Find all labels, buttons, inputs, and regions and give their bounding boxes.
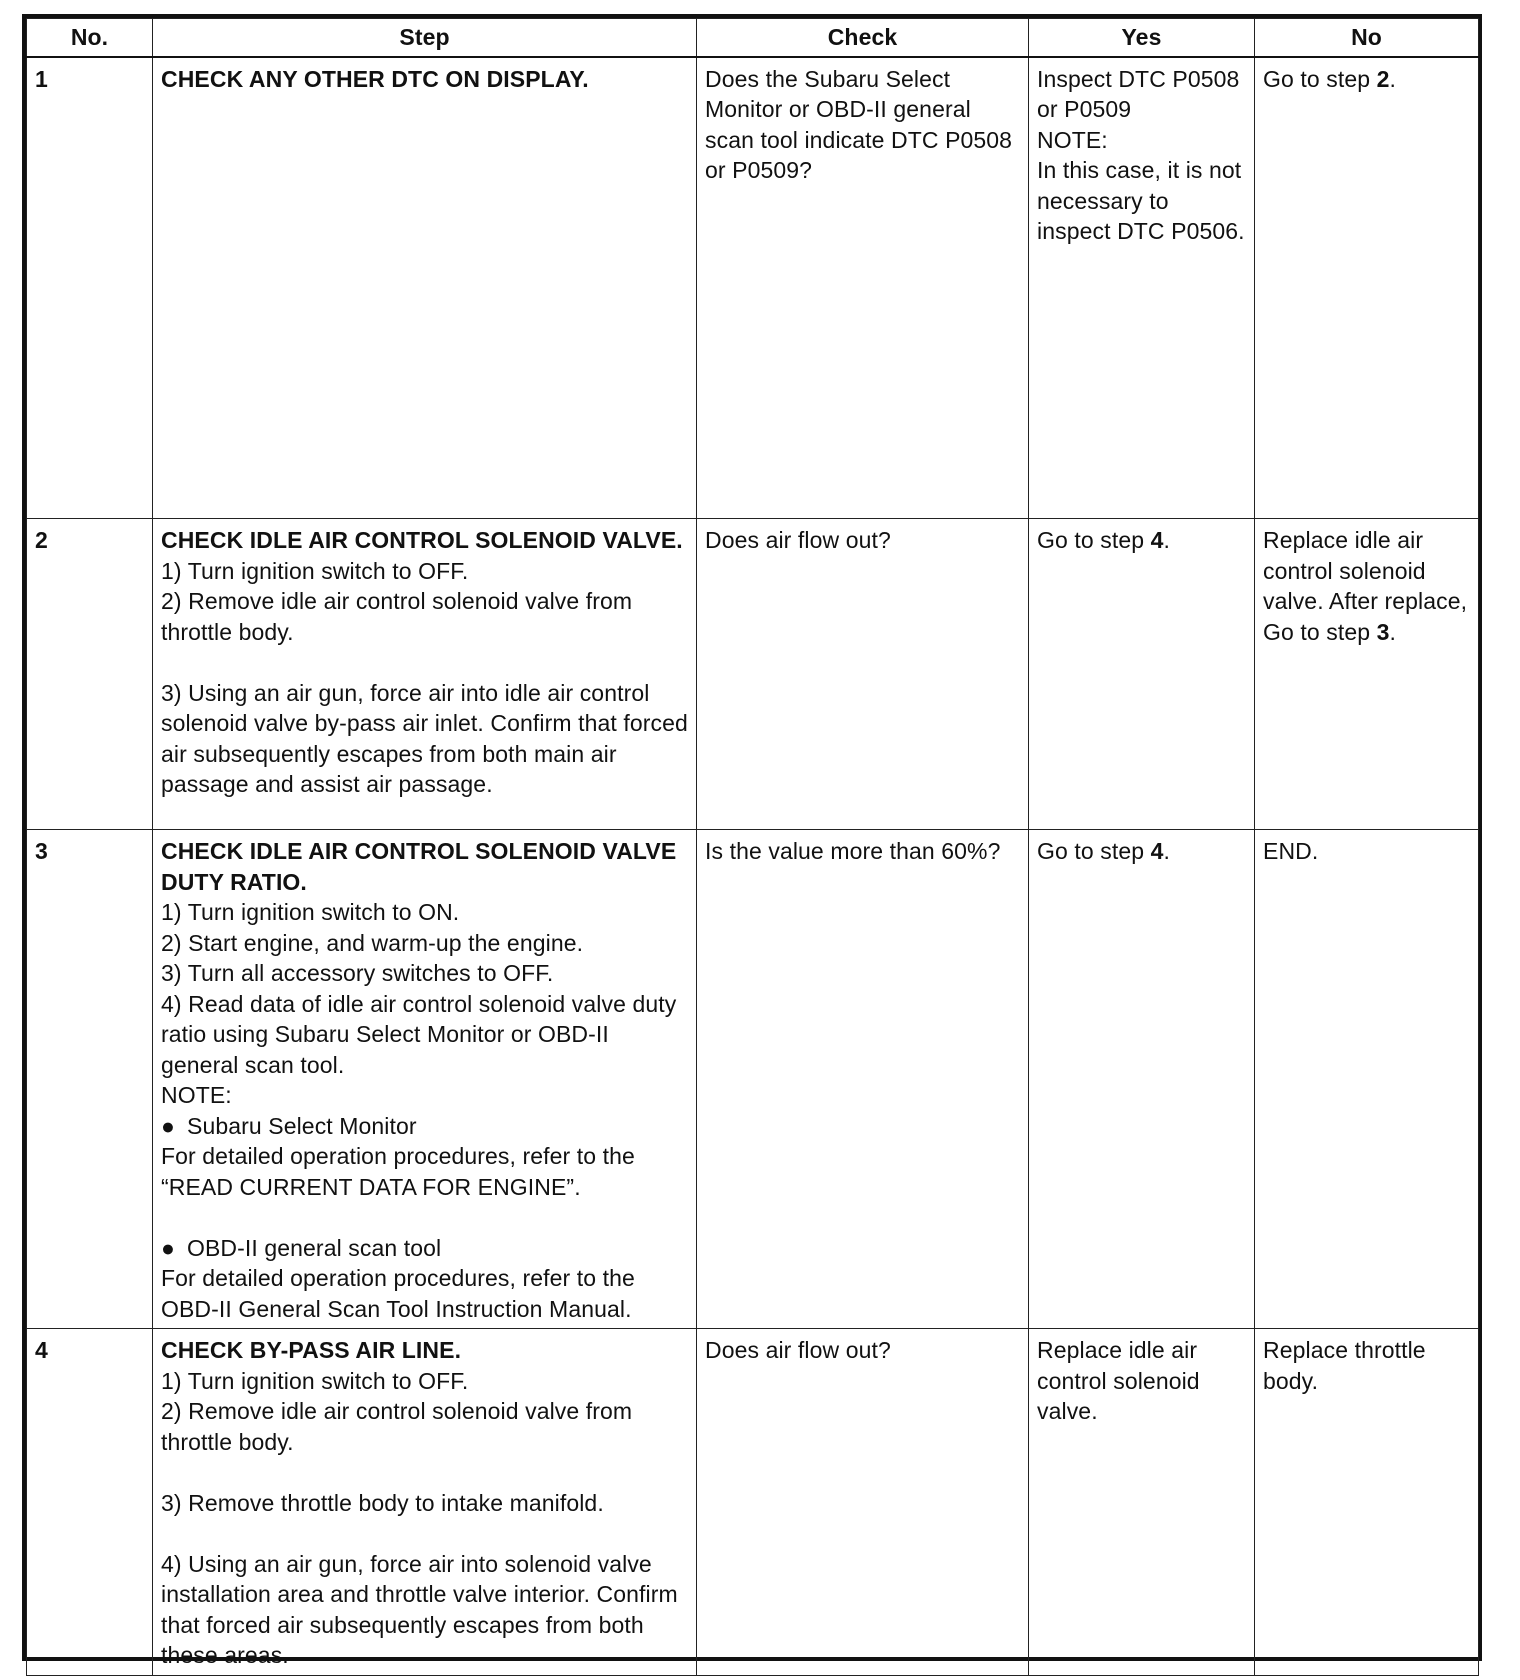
bullet-icon: ● <box>161 1234 175 1261</box>
no-result-cell: Replace throttle body. <box>1255 1329 1479 1676</box>
step-cell <box>153 57 697 519</box>
table-row <box>27 57 1479 519</box>
spacer <box>161 1518 688 1549</box>
table-header-row <box>27 19 1479 57</box>
note-label: NOTE: <box>1037 126 1108 153</box>
no-result-cell <box>1255 57 1479 519</box>
substep: 1) Turn ignition switch to ON. <box>161 899 460 925</box>
yes-text: Inspect DTC P0508 or P0509 <box>1037 65 1240 122</box>
column-header-yes: Yes <box>1029 19 1255 57</box>
substep: 4) Using an air gun, force air into solenoid valve installation area and throttle valve interior. Confirm that forced air subsequently escapes from both these areas. <box>161 1550 678 1668</box>
check-cell: Does air flow out? <box>697 1329 1029 1676</box>
yes-cell <box>1029 57 1255 519</box>
substep: 1) Turn ignition switch to OFF. <box>161 1367 469 1394</box>
step-reference: 4 <box>1150 527 1164 553</box>
substep: 4) Read data of idle air control solenoid valve duty ratio using Subaru Select Monitor or OBD-II general scan tool. <box>161 990 677 1078</box>
spacer <box>161 647 688 678</box>
no-result-suffix: . <box>1389 618 1397 645</box>
step-number: 4 <box>27 1329 153 1676</box>
spacer <box>161 1457 688 1488</box>
step-title: CHECK IDLE AIR CONTROL SOLENOID VALVE. <box>161 527 683 553</box>
step-reference: 4 <box>1150 838 1164 864</box>
bullet-text: OBD-II general scan tool <box>187 1234 442 1261</box>
spacer <box>161 1202 688 1233</box>
yes-prefix: Go to step <box>1037 838 1151 864</box>
note-text: For detailed operation procedures, refer to the OBD-II General Scan Tool Instruction Manual. <box>161 1265 635 1322</box>
table-row <box>27 519 1479 830</box>
step-cell <box>153 519 697 830</box>
bullet-icon: ● <box>161 1112 175 1139</box>
step-cell <box>153 1329 697 1676</box>
substep: 3) Turn all accessory switches to OFF. <box>161 960 554 986</box>
no-result-prefix: Replace idle air control solenoid valve. After replace, Go to step <box>1263 527 1468 645</box>
table-row <box>27 1329 1479 1676</box>
substep: 2) Remove idle air control solenoid valve from throttle body. <box>161 588 633 645</box>
step-title: CHECK IDLE AIR CONTROL SOLENOID VALVE DUTY RATIO. <box>161 838 677 895</box>
no-result-cell: END. <box>1255 830 1479 1329</box>
check-cell: Is the value more than 60%? <box>697 830 1029 1329</box>
yes-cell: Replace idle air control solenoid valve. <box>1029 1329 1255 1676</box>
table-row <box>27 830 1479 1329</box>
check-cell: Does the Subaru Select Monitor or OBD-II general scan tool indicate DTC P0508 or P0509? <box>697 57 1029 519</box>
column-header-no: No. <box>27 19 153 57</box>
note-text: In this case, it is not necessary to inspect DTC P0506. <box>1037 157 1245 244</box>
step-title: CHECK ANY OTHER DTC ON DISPLAY. <box>161 65 589 92</box>
bullet-item <box>161 1233 688 1264</box>
diagnostic-procedure-sheet <box>22 14 1482 1668</box>
step-cell <box>153 830 697 1329</box>
note-label: NOTE: <box>161 1082 232 1108</box>
no-result-suffix: . <box>1389 65 1397 92</box>
step-reference: 2 <box>1376 65 1390 92</box>
substep: 3) Using an air gun, force air into idle air control solenoid valve by-pass air inlet. Confirm that forced air subsequently escapes from both main air passage and assist air passage. <box>161 679 688 797</box>
substep: 2) Remove idle air control solenoid valve from throttle body. <box>161 1398 633 1455</box>
diagnostic-table <box>26 18 1479 1676</box>
yes-suffix: . <box>1163 527 1171 553</box>
step-reference: 3 <box>1376 618 1390 645</box>
step-number: 2 <box>27 519 153 830</box>
no-result-prefix: Go to step <box>1263 65 1377 92</box>
yes-suffix: . <box>1163 838 1171 864</box>
bullet-item <box>161 1111 688 1142</box>
note-text: For detailed operation procedures, refer to the “READ CURRENT DATA FOR ENGINE”. <box>161 1143 635 1200</box>
column-header-check: Check <box>697 19 1029 57</box>
bullet-text: Subaru Select Monitor <box>187 1112 417 1139</box>
step-number: 1 <box>27 57 153 519</box>
yes-cell <box>1029 519 1255 830</box>
step-number: 3 <box>27 830 153 1329</box>
column-header-no-result: No <box>1255 19 1479 57</box>
yes-prefix: Go to step <box>1037 527 1151 553</box>
no-result-cell <box>1255 519 1479 830</box>
yes-cell <box>1029 830 1255 1329</box>
substep: 2) Start engine, and warm-up the engine. <box>161 929 584 956</box>
step-title: CHECK BY-PASS AIR LINE. <box>161 1337 462 1363</box>
column-header-step: Step <box>153 19 697 57</box>
substep: 1) Turn ignition switch to OFF. <box>161 557 469 584</box>
check-cell: Does air flow out? <box>697 519 1029 830</box>
substep: 3) Remove throttle body to intake manifold. <box>161 1489 604 1516</box>
